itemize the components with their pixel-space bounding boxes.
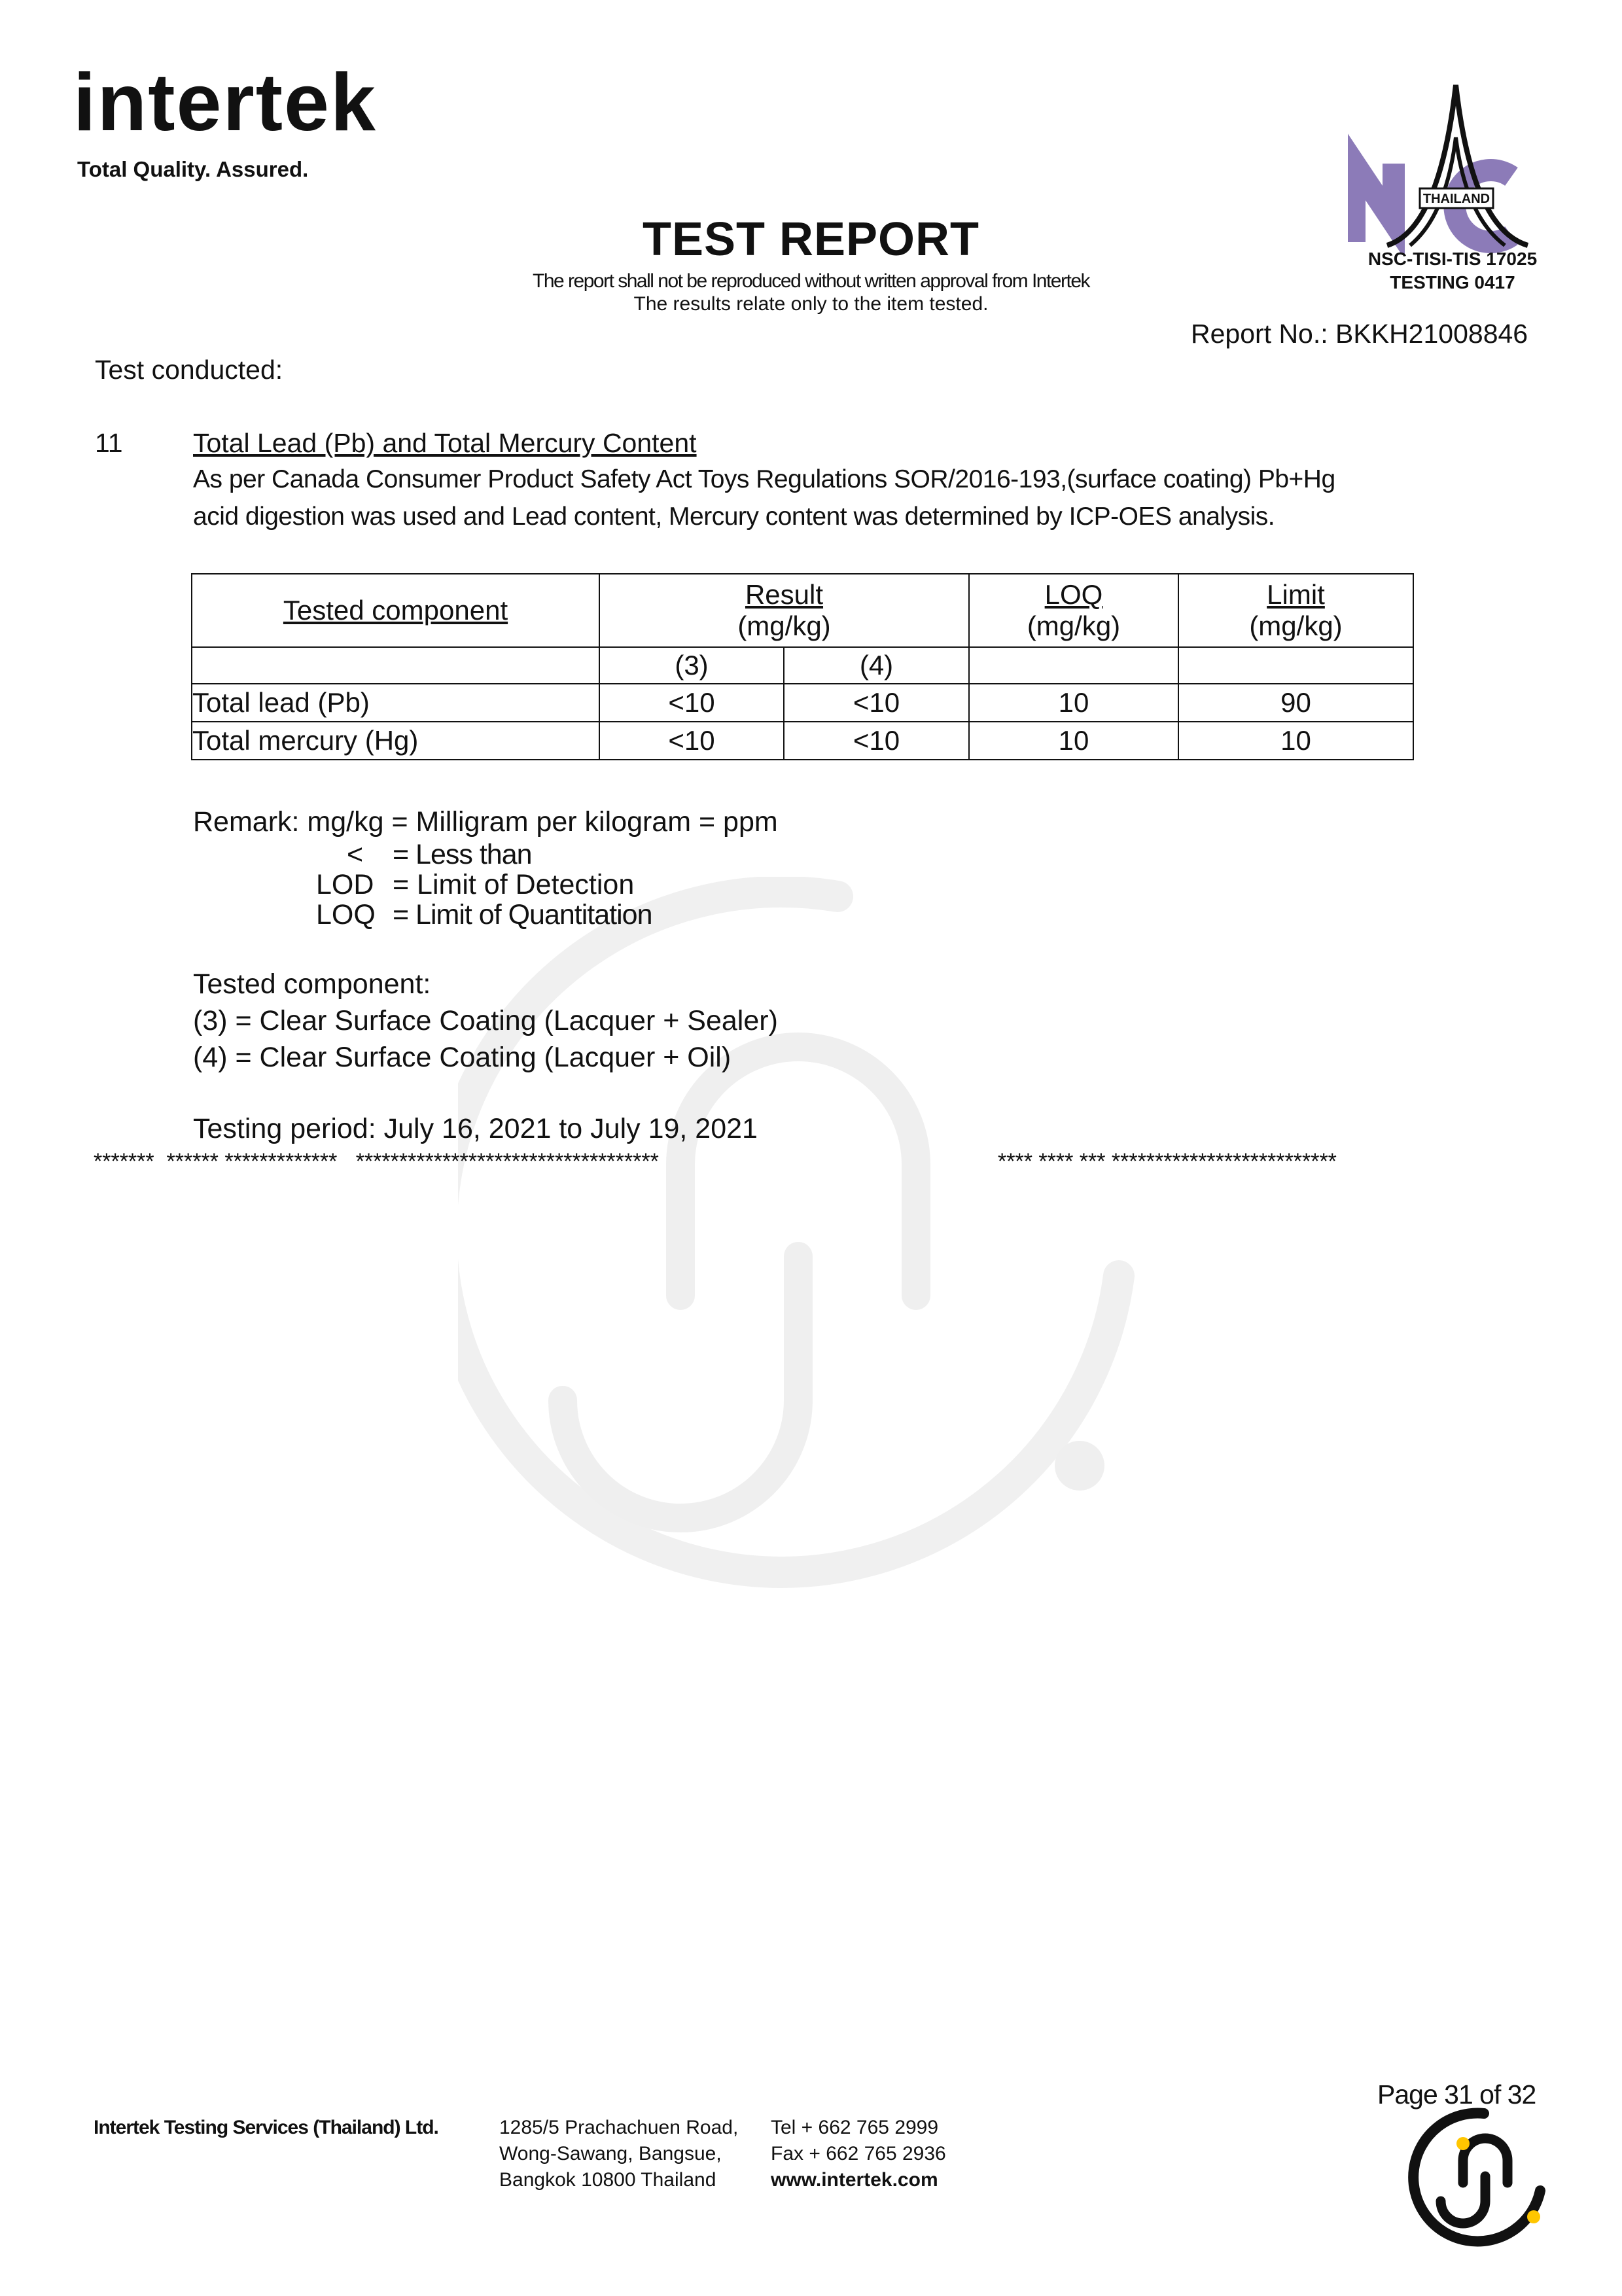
row-component: Total lead (Pb) (192, 684, 599, 722)
section-description-line2: acid digestion was used and Lead content, Mercury content was determined by ICP-OES analysis. (193, 503, 1275, 531)
footer-address-line2: Wong-Sawang, Bangsue, (499, 2143, 722, 2164)
page-number: Page 31 of 32 (1377, 2079, 1536, 2110)
remark-loq-definition: = Limit of Quantitation (393, 899, 652, 930)
tested-component-heading: Tested component: (193, 968, 431, 1000)
section-description-line1: As per Canada Consumer Product Safety Act Toys Regulations SOR/2016-193,(surface coating) Pb+Hg (193, 465, 1335, 493)
footer-website-link[interactable]: www.intertek.com (771, 2169, 938, 2191)
header-result: Result (mg/kg) (599, 574, 969, 647)
row-limit: 10 (1178, 722, 1413, 760)
logo-tagline: Total Quality. Assured. (77, 157, 309, 181)
table-subheader-row (192, 647, 1413, 684)
row-component: Total mercury (Hg) (192, 722, 599, 760)
subheader-sample-4: (4) (784, 647, 969, 684)
row-loq: 10 (969, 684, 1178, 722)
disclaimer-reproduction: The report shall not be reproduced without written approval from Intertek (533, 270, 1089, 292)
row-result-3: <10 (599, 722, 784, 760)
disclaimer-results: The results relate only to the item tested. (633, 293, 989, 315)
row-limit: 90 (1178, 684, 1413, 722)
section-title: Total Lead (Pb) and Total Mercury Content (193, 428, 697, 458)
remark-less-than-definition: = Less than (393, 839, 532, 870)
remark-loq-symbol: LOQ (316, 899, 376, 930)
remark-less-than-symbol: < (347, 839, 364, 870)
table-row (192, 722, 1413, 760)
nac-badge-text: THAILAND (1422, 192, 1490, 206)
separator-right: **** **** *** ************************** (998, 1149, 1337, 1174)
testing-period: Testing period: July 16, 2021 to July 19, 2021 (193, 1113, 758, 1144)
footer-company: Intertek Testing Services (Thailand) Ltd. (94, 2117, 438, 2138)
table-row (192, 684, 1413, 722)
subheader-sample-3: (3) (599, 647, 784, 684)
report-title: TEST REPORT (642, 213, 980, 266)
section-number: 11 (95, 428, 123, 458)
nac-accreditation-icon (1348, 79, 1557, 255)
footer-telephone: Tel + 662 765 2999 (771, 2117, 939, 2138)
footer-address-line1: 1285/5 Prachachuen Road, (499, 2117, 739, 2138)
remark-lod-definition: = Limit of Detection (393, 869, 635, 900)
accreditation-line2: TESTING 0417 (1390, 272, 1515, 292)
row-loq: 10 (969, 722, 1178, 760)
tested-component-3: (3) = Clear Surface Coating (Lacquer + Sealer) (193, 1005, 778, 1036)
row-result-4: <10 (784, 684, 969, 722)
remark-heading: Remark: mg/kg = Milligram per kilogram = ppm (193, 806, 778, 838)
intertek-logo: intertek (73, 58, 377, 148)
row-result-3: <10 (599, 684, 784, 722)
intertek-badge-icon (1405, 2106, 1549, 2250)
intertek-watermark-icon (458, 877, 1178, 1610)
tested-component-4: (4) = Clear Surface Coating (Lacquer + Oil) (193, 1042, 732, 1073)
separator-left: ******* ****** ************* *********************************** (94, 1149, 659, 1174)
row-result-4: <10 (784, 722, 969, 760)
results-table (191, 573, 1414, 760)
header-loq: LOQ (mg/kg) (969, 574, 1178, 647)
footer-fax: Fax + 662 765 2936 (771, 2143, 946, 2164)
table-header-row (192, 574, 1413, 647)
remark-lod-symbol: LOD (316, 869, 374, 900)
accreditation-line1: NSC-TISI-TIS 17025 (1367, 249, 1538, 269)
report-number: Report No.: BKKH21008846 (1191, 319, 1528, 349)
header-limit: Limit (mg/kg) (1178, 574, 1413, 647)
header-tested-component: Tested component (192, 574, 599, 647)
test-conducted-label: Test conducted: (95, 355, 283, 385)
footer-address-line3: Bangkok 10800 Thailand (499, 2169, 716, 2191)
